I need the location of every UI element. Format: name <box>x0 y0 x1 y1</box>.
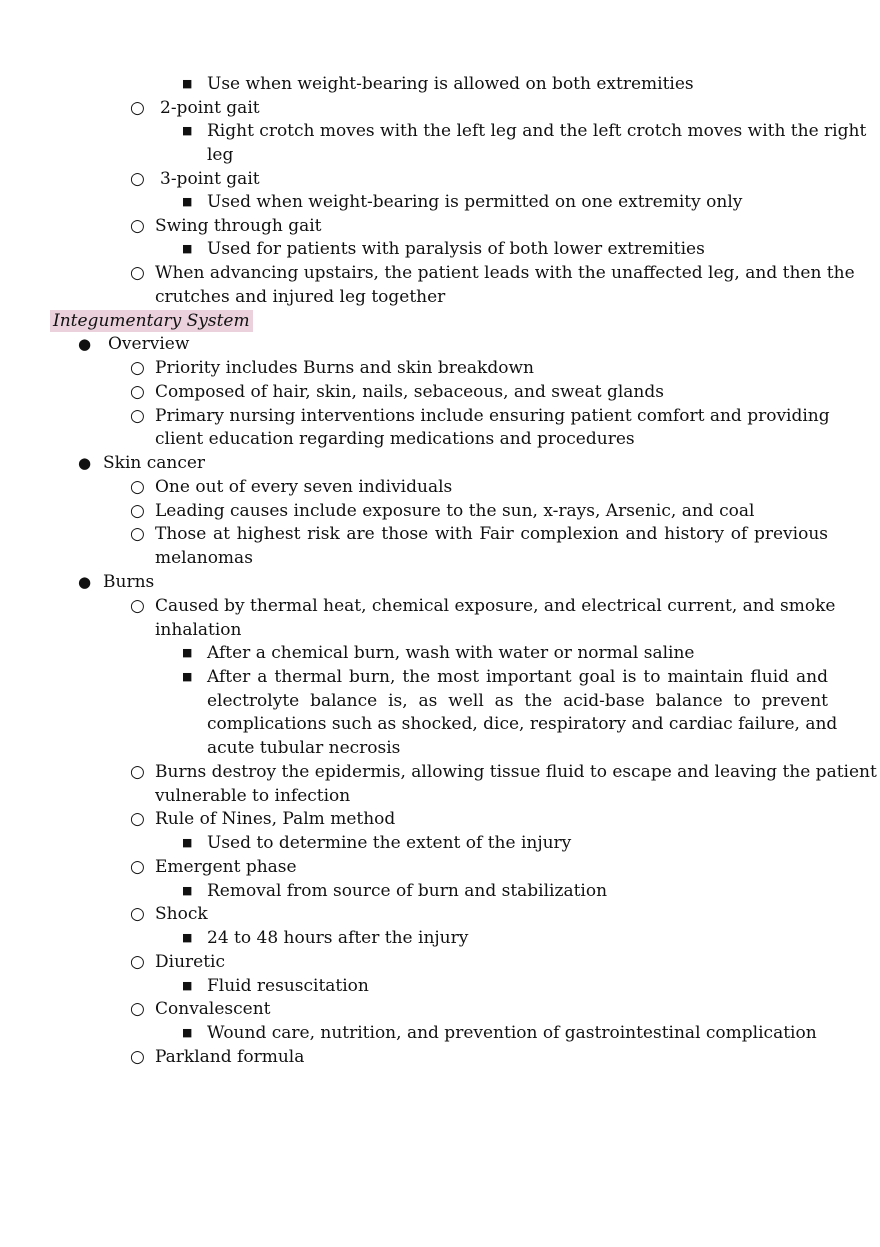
square-bullet-icon: ■ <box>182 1026 193 1039</box>
list-item <box>0 190 880 214</box>
square-bullet-icon: ■ <box>182 836 193 849</box>
section-heading: Integumentary System <box>50 310 253 332</box>
list-item <box>0 594 880 618</box>
list-item <box>0 451 880 475</box>
list-item-text: Rule of Nines, Palm method <box>155 809 396 829</box>
circle-bullet-icon: ○ <box>130 999 145 1019</box>
list-item-text: After a thermal burn, the most important goal is to maintain fluid and <box>207 667 828 687</box>
circle-bullet-icon: ○ <box>130 477 145 497</box>
list-item-text: vulnerable to infection <box>155 786 351 806</box>
list-item <box>0 902 880 926</box>
list-item <box>0 499 880 523</box>
square-bullet-icon: ■ <box>182 77 193 90</box>
list-item-text: Swing through gait <box>155 216 322 236</box>
list-item-text: One out of every seven individuals <box>155 477 453 497</box>
list-item-continuation <box>0 784 880 808</box>
circle-bullet-icon: ○ <box>130 382 145 402</box>
list-item-text: Right crotch moves with the left leg and the left crotch moves with the right <box>207 121 867 141</box>
list-item-text: Convalescent <box>155 999 271 1019</box>
list-item-text: Skin cancer <box>103 453 206 473</box>
list-item-text: 3-point gait <box>160 169 260 189</box>
list-item <box>0 570 880 594</box>
circle-bullet-icon: ○ <box>130 98 145 118</box>
circle-bullet-icon: ○ <box>130 596 145 616</box>
list-item-text: Use when weight-bearing is allowed on both extremities <box>207 74 694 94</box>
circle-bullet-icon: ○ <box>130 406 145 426</box>
circle-bullet-icon: ○ <box>130 263 145 283</box>
list-item <box>0 522 880 546</box>
list-item <box>0 380 880 404</box>
circle-bullet-icon: ○ <box>130 952 145 972</box>
list-item-continuation <box>0 618 880 642</box>
list-item <box>0 974 880 998</box>
list-item-text: Used for patients with paralysis of both lower extremities <box>207 239 705 259</box>
circle-bullet-icon: ○ <box>130 358 145 378</box>
list-item-text: Used to determine the extent of the injury <box>207 833 572 853</box>
square-bullet-icon: ■ <box>182 124 193 137</box>
list-item-text: Removal from source of burn and stabilization <box>207 881 608 901</box>
list-item-text: 2-point gait <box>160 98 260 118</box>
list-item-continuation <box>0 285 880 309</box>
list-item-text: After a chemical burn, wash with water or normal saline <box>207 643 695 663</box>
square-bullet-icon: ■ <box>182 979 193 992</box>
list-item-text: client education regarding medications and procedures <box>155 429 635 449</box>
list-item-text: 24 to 48 hours after the injury <box>207 928 469 948</box>
square-bullet-icon: ■ <box>182 931 193 944</box>
list-item <box>0 879 880 903</box>
circle-bullet-icon: ○ <box>130 169 145 189</box>
list-item-text: Shock <box>155 904 208 924</box>
circle-bullet-icon: ○ <box>130 1047 145 1067</box>
list-item-text: Caused by thermal heat, chemical exposure, and electrical current, and smoke <box>155 596 836 616</box>
list-item-text: Wound care, nutrition, and prevention of gastrointestinal complication <box>207 1023 817 1043</box>
list-item <box>0 1045 880 1069</box>
list-item <box>0 665 880 689</box>
list-item-text: Diuretic <box>155 952 225 972</box>
list-item-text: When advancing upstairs, the patient leads with the unaffected leg, and then the <box>155 263 855 283</box>
circle-bullet-icon: ○ <box>130 857 145 877</box>
list-item-text: crutches and injured leg together <box>155 287 446 307</box>
list-item-continuation <box>0 736 880 760</box>
list-item-text: Used when weight-bearing is permitted on one extremity only <box>207 192 743 212</box>
list-item <box>0 641 880 665</box>
list-item <box>0 96 880 120</box>
list-item <box>0 119 880 143</box>
list-item-text: Emergent phase <box>155 857 297 877</box>
list-item <box>0 214 880 238</box>
disc-bullet-icon: ● <box>78 335 92 353</box>
list-item <box>0 404 880 428</box>
list-item-text: complications such as shocked, dice, respiratory and cardiac failure, and <box>207 714 838 734</box>
list-item <box>0 831 880 855</box>
circle-bullet-icon: ○ <box>130 501 145 521</box>
square-bullet-icon: ■ <box>182 646 193 659</box>
list-item-text: Burns destroy the epidermis, allowing tissue fluid to escape and leaving the patient <box>155 762 877 782</box>
list-item-text: Fluid resuscitation <box>207 976 369 996</box>
list-item <box>0 237 880 261</box>
list-item-text: leg <box>207 145 234 165</box>
list-item-text: Primary nursing interventions include ensuring patient comfort and providing <box>155 406 830 426</box>
section-heading-row <box>0 309 880 333</box>
list-item <box>0 855 880 879</box>
circle-bullet-icon: ○ <box>130 524 145 544</box>
list-item <box>0 760 880 784</box>
list-item-continuation <box>0 689 880 713</box>
list-item-text: Leading causes include exposure to the sun, x-rays, Arsenic, and coal <box>155 501 755 521</box>
list-item <box>0 356 880 380</box>
list-item-continuation <box>0 712 880 736</box>
list-item-text: electrolyte balance is, as well as the acid-base balance to prevent <box>207 691 828 711</box>
list-item-text: acute tubular necrosis <box>207 738 401 758</box>
list-item-text: inhalation <box>155 620 242 640</box>
list-item <box>0 997 880 1021</box>
list-item-text: Composed of hair, skin, nails, sebaceous, and sweat glands <box>155 382 664 402</box>
disc-bullet-icon: ● <box>78 454 92 472</box>
list-item <box>0 72 880 96</box>
list-item <box>0 261 880 285</box>
list-item-continuation <box>0 546 880 570</box>
circle-bullet-icon: ○ <box>130 216 145 236</box>
list-item <box>0 950 880 974</box>
disc-bullet-icon: ● <box>78 573 92 591</box>
list-item <box>0 1021 880 1045</box>
square-bullet-icon: ■ <box>182 195 193 208</box>
square-bullet-icon: ■ <box>182 242 193 255</box>
list-item <box>0 926 880 950</box>
list-item <box>0 807 880 831</box>
list-item <box>0 332 880 356</box>
list-item-continuation <box>0 427 880 451</box>
list-item <box>0 475 880 499</box>
circle-bullet-icon: ○ <box>130 904 145 924</box>
list-item <box>0 167 880 191</box>
list-item-text: melanomas <box>155 548 253 568</box>
list-item-text: Overview <box>108 334 190 354</box>
square-bullet-icon: ■ <box>182 884 193 897</box>
list-item-text: Parkland formula <box>155 1047 305 1067</box>
list-item-continuation <box>0 143 880 167</box>
list-item-text: Burns <box>103 572 155 592</box>
list-item-text: Priority includes Burns and skin breakdown <box>155 358 534 378</box>
list-item-text: Those at highest risk are those with Fair complexion and history of previous <box>155 524 828 544</box>
circle-bullet-icon: ○ <box>130 762 145 782</box>
circle-bullet-icon: ○ <box>130 809 145 829</box>
square-bullet-icon: ■ <box>182 670 193 683</box>
